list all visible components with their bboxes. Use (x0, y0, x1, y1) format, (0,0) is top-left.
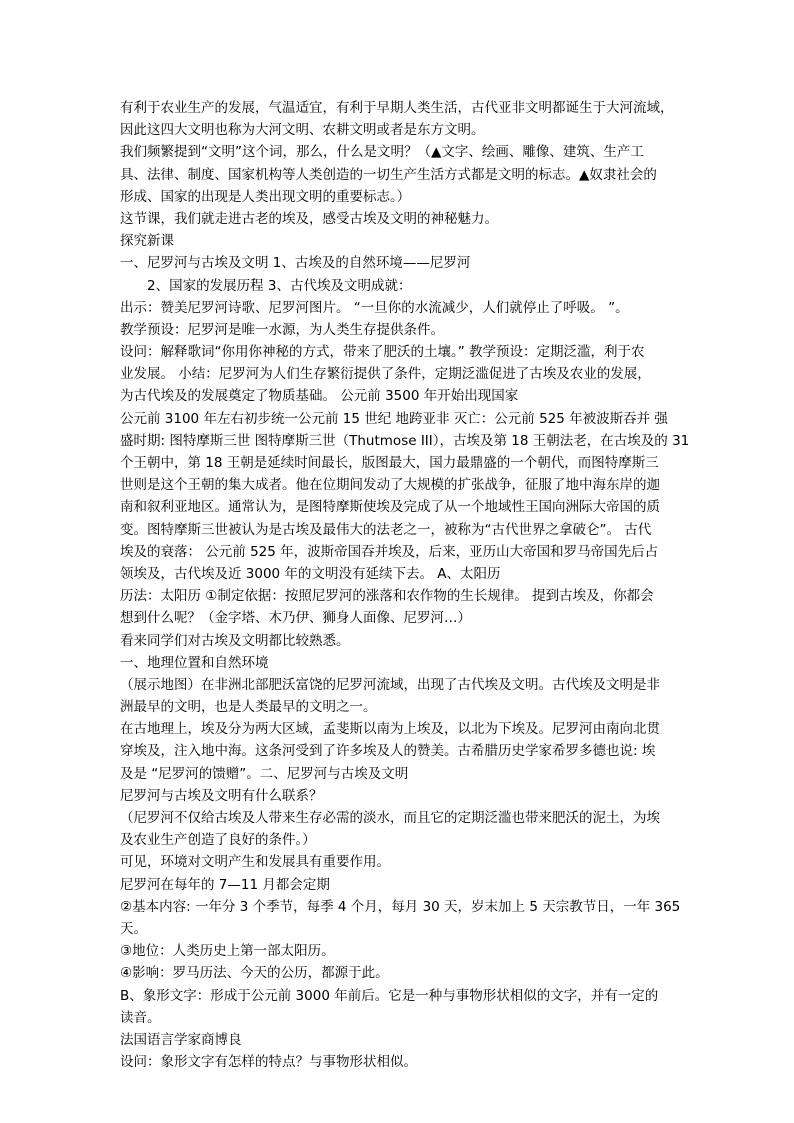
text-line: 公元前 3100 年左右初步统一公元前 15 世纪 地跨亚非 灭亡：公元前 525 年被波斯吞并 强 (120, 410, 668, 427)
text-line: 2、国家的发展历程 3、古代埃及文明成就： (147, 277, 412, 294)
text-line: 因此这四大文明也称为大河文明、农耕文明或者是东方文明。 (120, 122, 485, 139)
text-line: （展示地图）在非洲北部肥沃富饶的尼罗河流域，出现了古代埃及文明。古代埃及文明是非 (120, 676, 660, 693)
text-line: 一、尼罗河与古埃及文明 1、古埃及的自然环境——尼罗河 (120, 255, 471, 272)
text-line: 这节课，我们就走进古老的埃及，感受古埃及文明的神秘魅力。 (120, 210, 498, 227)
text-line: ②基本内容: 一年分 3 个季节，每季 4 个月，每月 30 天，岁末加上 5 天宗教节日，一年 365 (120, 898, 681, 915)
text-line: 尼罗河与古埃及文明有什么联系？ (120, 787, 323, 804)
text-line: 洲最早的文明，也是人类最早的文明之一。 (120, 699, 377, 716)
section-heading: 探究新课 (120, 233, 174, 250)
text-line: 形成、国家的出现是人类出现文明的重要标志。） (120, 188, 411, 205)
text-line: 教学预设：尼罗河是唯一水源，为人类生存提供条件。 (120, 321, 444, 338)
text-line: 尼罗河在每年的 7—11 月都会定期 (120, 876, 330, 893)
text-line: 看来同学们对古埃及文明都比较熟悉。 (120, 632, 350, 649)
text-line: 盛时期: 图特摩斯三世 图特摩斯三世（Thutmose III），古埃及第 18 王朝法老，在古埃及的 31 (120, 432, 690, 449)
text-line: （尼罗河不仅给古埃及人带来生存必需的淡水，而且它的定期泛滥也带来肥沃的泥土，为埃 (120, 810, 660, 826)
text-line: 个王朝中，第 18 王朝是延续时间最长，版图最大，国力最鼎盛的一个朝代，而图特摩斯三 (120, 455, 659, 471)
text-line: 及农业生产创造了良好的条件。） (120, 832, 316, 849)
text-line: 有利于农业生产的发展，气温适宜，有利于早期人类生活，古代亚非文明都诞生于大河流域， (120, 100, 674, 116)
text-line: 为古代埃及的发展奠定了物质基础。 公元前 3500 年开始出现国家 (120, 388, 519, 405)
text-line: 我们频繁提到“文明”这个词，那么，什么是文明？（▲文字、绘画、雕像、建筑、生产工 (120, 144, 644, 161)
text-line: 历法：太阳历 ①制定依据：按照尼罗河的涨落和农作物的生长规律。 提到古埃及，你都会 (120, 588, 654, 605)
text-line: 及是 “尼罗河的馈赠”。二、尼罗河与古埃及文明 (120, 765, 409, 782)
text-line: ③地位：人类历史上第一部太阳历。 (120, 943, 335, 960)
text-line: 业发展。 小结：尼罗河为人们生存繁衍提供了条件，定期泛滥促进了古埃及农业的发展， (120, 366, 651, 383)
text-line: 在古地理上，埃及分为两大区域，孟斐斯以南为上埃及，以北为下埃及。尼罗河由南向北贯 (120, 721, 660, 738)
text-line: 穿埃及，注入地中海。这条河受到了许多埃及人的赞美。古希腊历史学家希罗多德也说: 埃 (120, 743, 656, 760)
text-line: 读音。 (120, 1009, 161, 1026)
text-line: 可见，环境对文明产生和发展具有重要作用。 (120, 854, 390, 871)
text-line: 法国语言学家商博良 (120, 1031, 242, 1048)
text-line: 想到什么呢？（金字塔、木乃伊、狮身人面像、尼罗河…） (120, 610, 471, 627)
text-line: 埃及的衰落： 公元前 525 年，波斯帝国吞并埃及，后来，亚历山大帝国和罗马帝国先后占 (120, 543, 659, 560)
text-line: 具、法律、制度、国家机构等人类创造的一切生产生活方式都是文明的标志。▲奴隶社会的 (120, 166, 657, 183)
section-heading: 一、地理位置和自然环境 (120, 654, 269, 671)
document-body (120, 97, 690, 1073)
text-line: 变。图特摩斯三世被认为是古埃及最伟大的法老之一，被称为“古代世界之拿破仑”。 古代 (120, 521, 652, 538)
text-line: ④影响：罗马历法、今天的公历，都源于此。 (120, 965, 389, 982)
text-line: 南和叙利亚地区。通常认为，是图特摩斯使埃及完成了从一个地域性王国向洲际大帝国的质 (120, 499, 660, 516)
text-line: 领埃及，古代埃及近 3000 年的文明没有延续下去。 A、太阳历 (120, 565, 501, 582)
text-line: B、象形文字：形成于公元前 3000 年前后。它是一种与事物形状相似的文字，并有一定的 (120, 987, 659, 1004)
text-line: 设问：解释歌词“你用你神秘的方式，带来了肥沃的土壤。” 教学预设：定期泛滥，利于农 (120, 344, 645, 361)
text-line: 天。 (120, 920, 147, 937)
text-line: 出示：赞美尼罗河诗歌、尼罗河图片。 “一旦你的水流减少，人们就停止了呼吸。 ”。 (120, 299, 629, 316)
text-line: 设问：象形文字有怎样的特点？与事物形状相似。 (120, 1054, 417, 1071)
text-line: 世则是这个王朝的集大成者。他在位期间发动了大规模的扩张战争，征服了地中海东岸的迦 (120, 477, 660, 494)
